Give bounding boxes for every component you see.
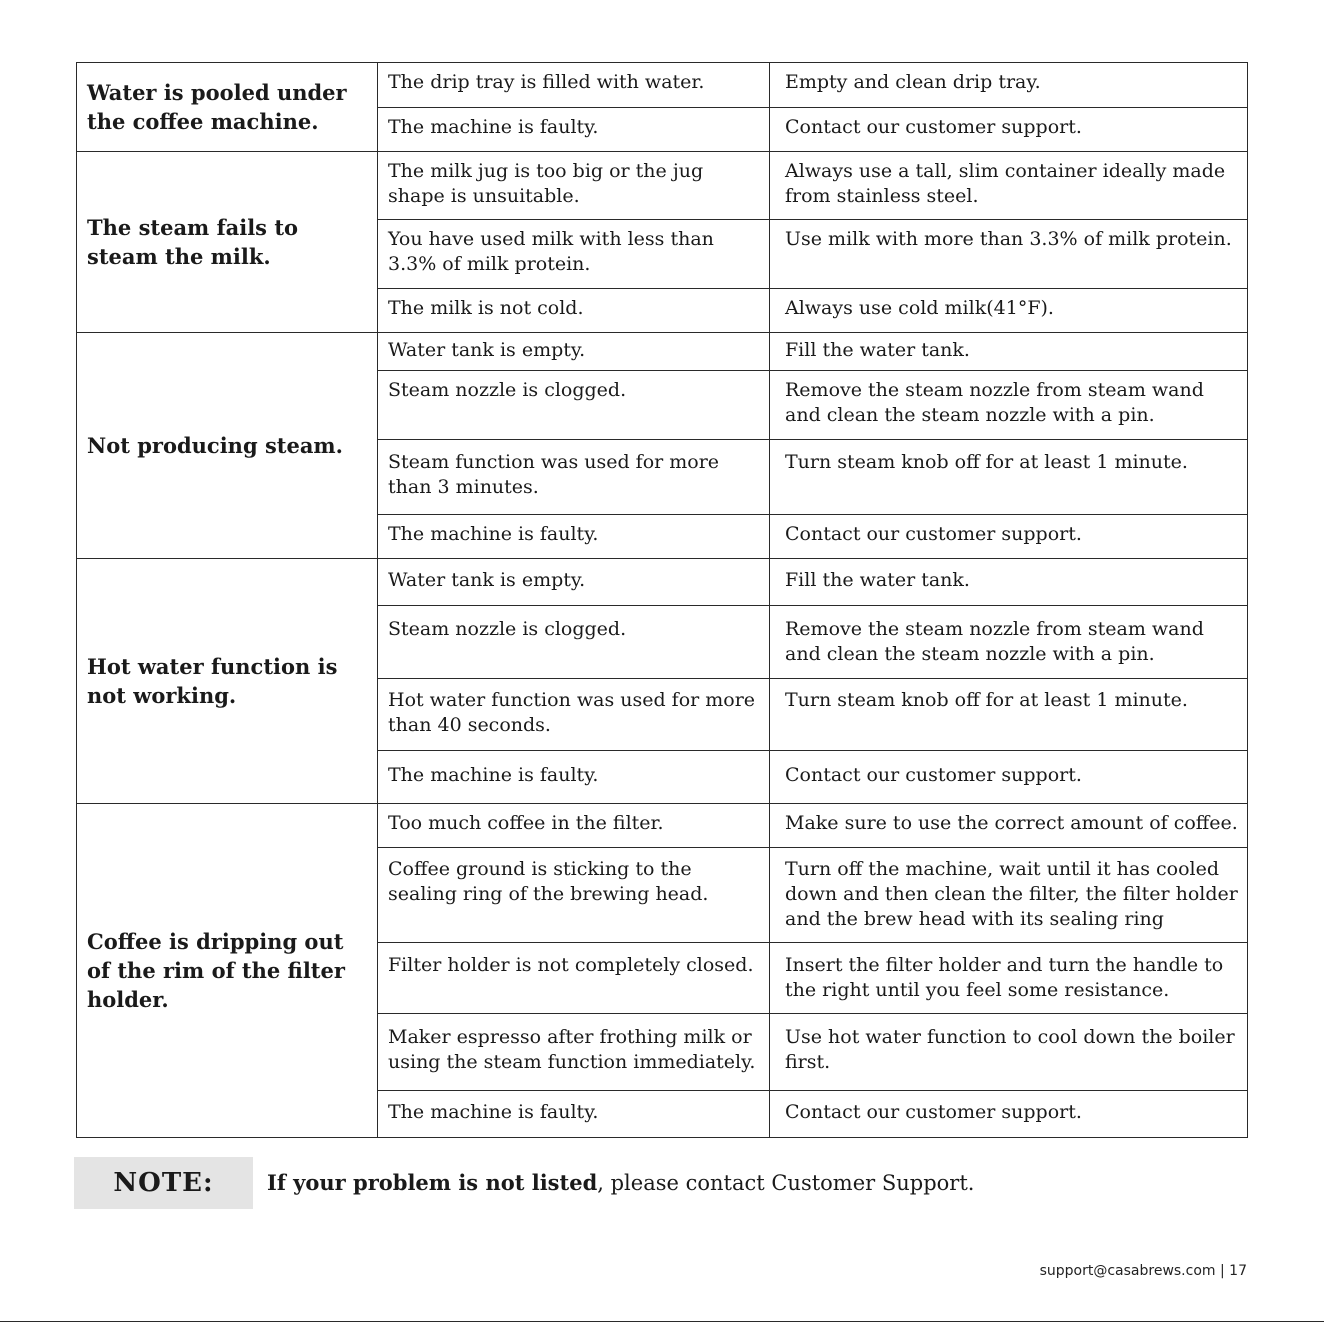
note-label: NOTE: xyxy=(74,1157,253,1209)
solution-cell: Turn steam knob off for at least 1 minute. xyxy=(770,440,1248,515)
note-rest-text: , please contact Customer Support. xyxy=(597,1171,975,1195)
solution-cell: Turn steam knob off for at least 1 minute. xyxy=(770,679,1248,751)
solution-cell: Fill the water tank. xyxy=(770,333,1248,371)
cause-cell: Coffee ground is sticking to the sealing ring of the brewing head. xyxy=(378,848,770,943)
problem-cell: The steam fails to steam the milk. xyxy=(77,152,378,333)
cause-cell: Steam function was used for more than 3 minutes. xyxy=(378,440,770,515)
bottom-rule xyxy=(0,1321,1324,1322)
solution-cell: Remove the steam nozzle from steam wand and clean the steam nozzle with a pin. xyxy=(770,606,1248,679)
solution-cell: Contact our customer support. xyxy=(770,515,1248,559)
footer-separator: | xyxy=(1220,1263,1225,1279)
page-number: 17 xyxy=(1229,1263,1247,1279)
table-row xyxy=(77,804,1248,848)
solution-cell: Contact our customer support. xyxy=(770,108,1248,152)
problem-cell: Water is pooled under the coffee machine. xyxy=(77,63,378,152)
cause-cell: Too much coffee in the filter. xyxy=(378,804,770,848)
solution-cell: Always use cold milk(41°F). xyxy=(770,289,1248,333)
support-email: support@casabrews.com xyxy=(1039,1263,1216,1279)
solution-cell: Insert the filter holder and turn the handle to the right until you feel some resistance. xyxy=(770,943,1248,1014)
note-text xyxy=(267,1168,974,1198)
cause-cell: Filter holder is not completely closed. xyxy=(378,943,770,1014)
cause-cell: Steam nozzle is clogged. xyxy=(378,606,770,679)
problem-cell: Coffee is dripping out of the rim of the filter holder. xyxy=(77,804,378,1138)
cause-cell: The drip tray is filled with water. xyxy=(378,63,770,108)
solution-cell: Use milk with more than 3.3% of milk protein. xyxy=(770,220,1248,289)
cause-cell: Hot water function was used for more than 40 seconds. xyxy=(378,679,770,751)
table-row xyxy=(77,152,1248,220)
solution-cell: Empty and clean drip tray. xyxy=(770,63,1248,108)
solution-cell: Remove the steam nozzle from steam wand and clean the steam nozzle with a pin. xyxy=(770,371,1248,440)
cause-cell: The machine is faulty. xyxy=(378,1091,770,1138)
table-row xyxy=(77,559,1248,606)
cause-cell: Water tank is empty. xyxy=(378,333,770,371)
cause-cell: The machine is faulty. xyxy=(378,751,770,804)
problem-cell: Hot water function is not working. xyxy=(77,559,378,804)
table-row xyxy=(77,333,1248,371)
cause-cell: The milk is not cold. xyxy=(378,289,770,333)
solution-cell: Make sure to use the correct amount of coffee. xyxy=(770,804,1248,848)
cause-cell: The machine is faulty. xyxy=(378,108,770,152)
cause-cell: Steam nozzle is clogged. xyxy=(378,371,770,440)
problem-cell: Not producing steam. xyxy=(77,333,378,559)
cause-cell: The machine is faulty. xyxy=(378,515,770,559)
table-row xyxy=(77,63,1248,108)
solution-cell: Contact our customer support. xyxy=(770,751,1248,804)
troubleshooting-table xyxy=(76,62,1248,1138)
solution-cell: Fill the water tank. xyxy=(770,559,1248,606)
cause-cell: You have used milk with less than 3.3% of milk protein. xyxy=(378,220,770,289)
solution-cell: Turn off the machine, wait until it has cooled down and then clean the filter, the filter holder and the brew head with its sealing ring xyxy=(770,848,1248,943)
solution-cell: Always use a tall, slim container ideally made from stainless steel. xyxy=(770,152,1248,220)
solution-cell: Use hot water function to cool down the boiler first. xyxy=(770,1014,1248,1091)
solution-cell: Contact our customer support. xyxy=(770,1091,1248,1138)
note-bold-text: If your problem is not listed xyxy=(267,1170,598,1195)
cause-cell: Water tank is empty. xyxy=(378,559,770,606)
cause-cell: The milk jug is too big or the jug shape is unsuitable. xyxy=(378,152,770,220)
cause-cell: Maker espresso after frothing milk or using the steam function immediately. xyxy=(378,1014,770,1091)
page-footer xyxy=(1040,1263,1247,1279)
